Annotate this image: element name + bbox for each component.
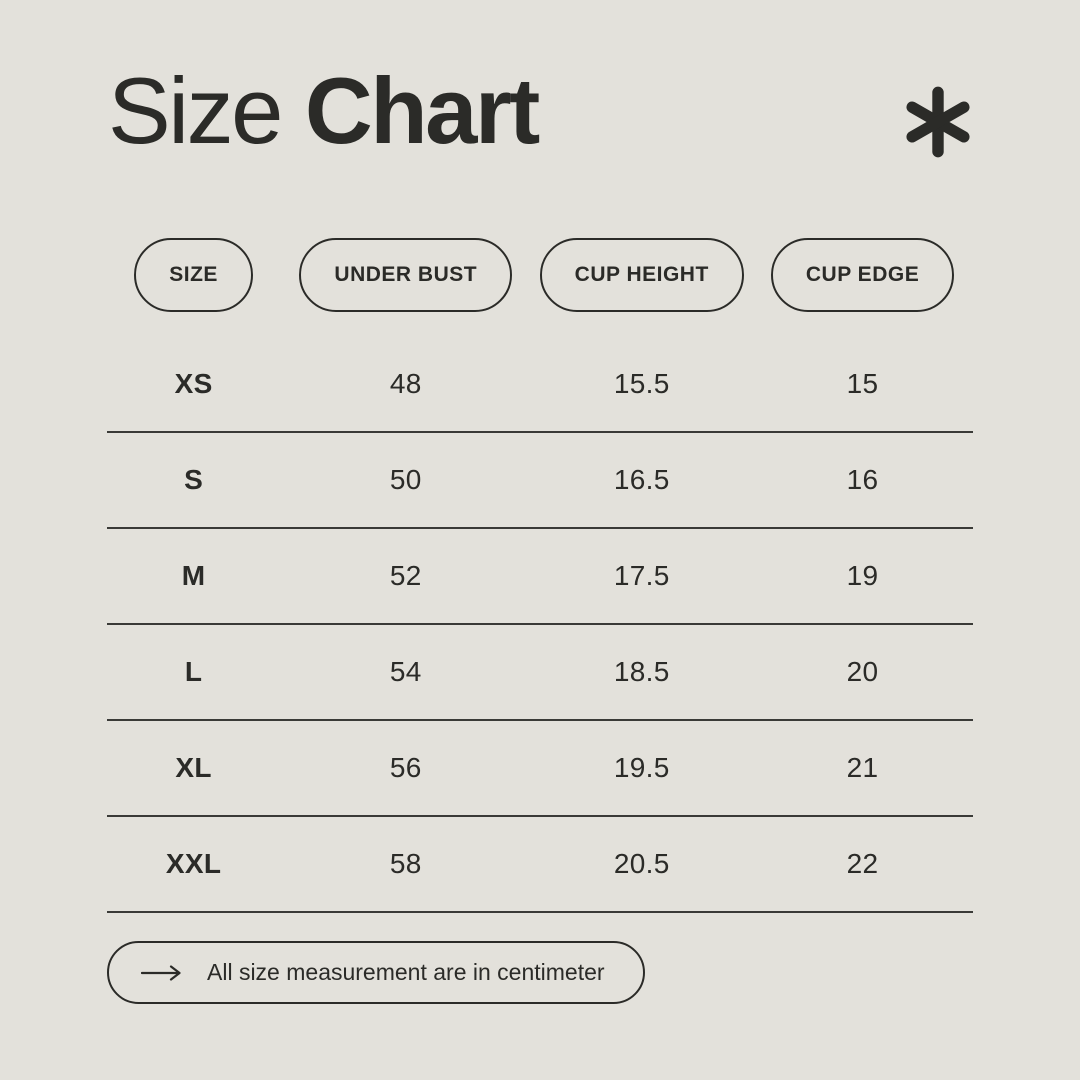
page-title-bold: Chart — [304, 58, 538, 163]
cup-edge-value: 21 — [846, 752, 879, 783]
table-row — [107, 721, 973, 817]
header-cell-size — [107, 238, 280, 312]
header-cell-cup-height — [531, 238, 752, 312]
cup-height-value: 16.5 — [613, 464, 670, 495]
size-table — [107, 337, 973, 913]
size-header-pill: SIZE — [134, 238, 253, 312]
under-bust-header-pill: UNDER BUST — [299, 238, 512, 312]
size-label: S — [184, 464, 204, 495]
table-row — [107, 817, 973, 913]
cup-height-value: 17.5 — [613, 560, 670, 591]
table-row — [107, 433, 973, 529]
footer-note-pill — [107, 941, 645, 1004]
table-header-row — [107, 238, 973, 312]
header-cell-cup-edge — [752, 238, 973, 312]
cup-edge-value: 15 — [846, 368, 879, 399]
under-bust-value: 50 — [389, 464, 422, 495]
size-label: M — [181, 560, 206, 591]
asterisk-icon — [900, 84, 976, 160]
under-bust-value: 48 — [389, 368, 422, 399]
page-title-light: Size — [108, 58, 281, 163]
cup-edge-value: 20 — [846, 656, 879, 687]
size-label: XS — [174, 368, 213, 399]
under-bust-value: 56 — [389, 752, 422, 783]
page-title — [108, 58, 538, 163]
under-bust-value: 54 — [389, 656, 422, 687]
size-label: XXL — [165, 848, 222, 879]
size-label: XL — [175, 752, 212, 783]
footer-note-text: All size measurement are in centimeter — [207, 959, 605, 985]
cup-height-header-pill: CUP HEIGHT — [540, 238, 744, 312]
under-bust-value: 52 — [389, 560, 422, 591]
table-row — [107, 529, 973, 625]
size-label: L — [184, 656, 203, 687]
cup-edge-value: 16 — [846, 464, 879, 495]
cup-height-value: 18.5 — [613, 656, 670, 687]
under-bust-value: 58 — [389, 848, 422, 879]
arrow-right-icon — [141, 964, 181, 982]
table-row — [107, 337, 973, 433]
header-cell-under-bust — [280, 238, 531, 312]
cup-height-value: 20.5 — [613, 848, 670, 879]
table-row — [107, 625, 973, 721]
cup-edge-header-pill: CUP EDGE — [771, 238, 954, 312]
cup-edge-value: 22 — [846, 848, 879, 879]
cup-height-value: 19.5 — [613, 752, 670, 783]
cup-edge-value: 19 — [846, 560, 879, 591]
cup-height-value: 15.5 — [613, 368, 670, 399]
